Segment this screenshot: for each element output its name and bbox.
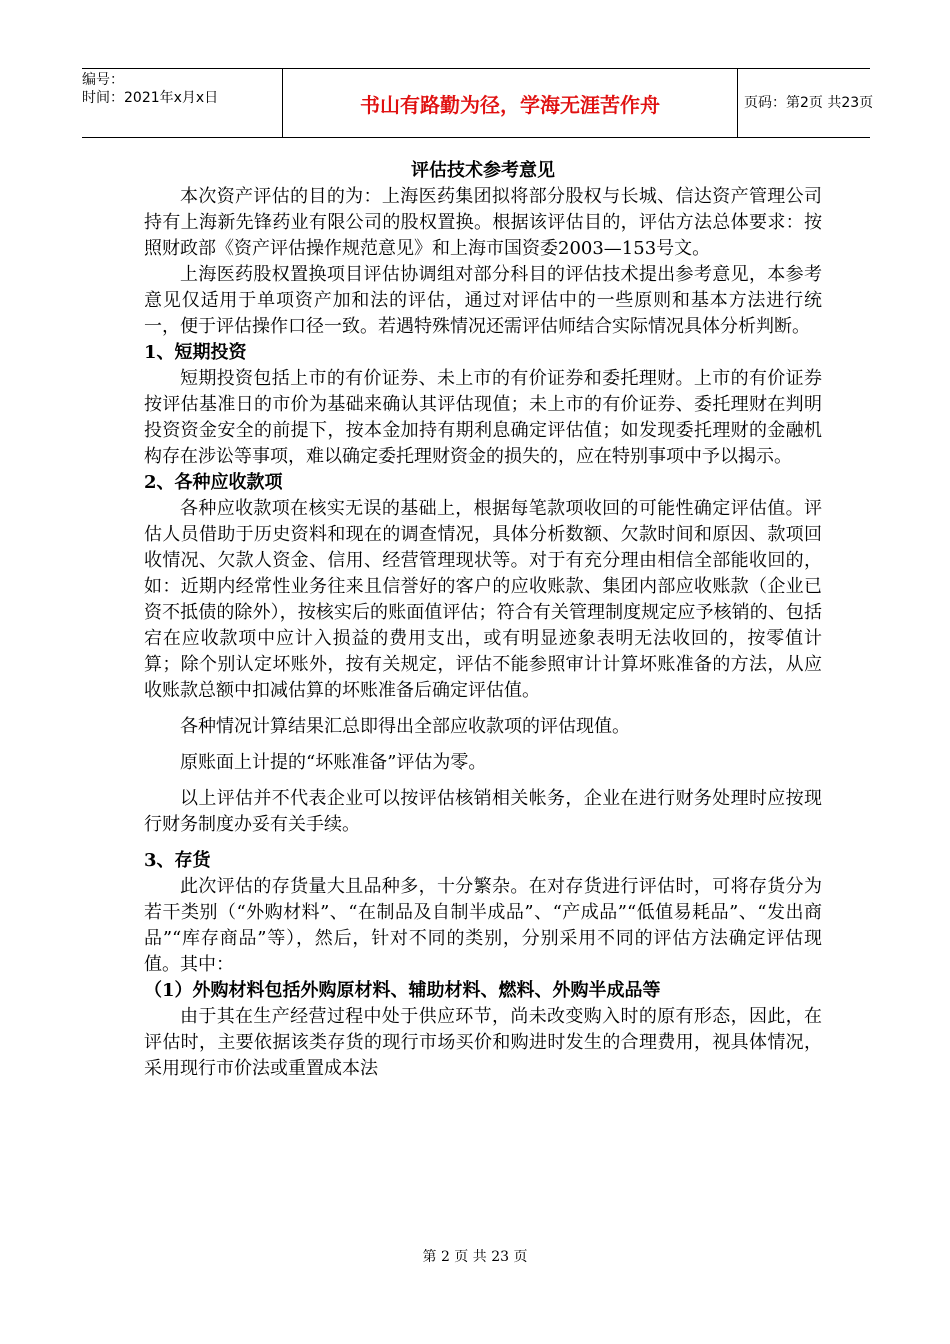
bad-debt-note: 原账面上计提的“坏账准备”评估为零。 [180, 752, 487, 773]
document-body [144, 158, 822, 1082]
header-motto: 书山有路勤为径，学海无涯苦作舟 [282, 69, 738, 137]
receivables-paragraph: 各种应收款项在核实无误的基础上，根据每笔款项收回的可能性确定评估值。评估人员借助于历史资料和现在的调查情况，具体分析数额、欠款时间和原因、款项回收情况、欠款人资金、信用、经营管理现状等。对于有充分理由相信全部能收回的，如：近期内经常性业务往来且信誉好的客户的应收账款、集团内部应收账款（企业已资不抵债的除外），按核实后的账面值评估；符合有关管理制度规定应予核销的、包括宕在应收款项中应计入损益的费用支出，或有明显迹象表明无法收回的，按零值计算；除个别认定坏账外，按有关规定，评估不能参照审计计算坏账准备的方法，从应收账款总额中扣减估算的坏账准备后确定评估值。 [144, 498, 822, 701]
accounting-note: 以上评估并不代表企业可以按评估核销相关帐务，企业在进行财务处理时应按现行财务制度办妥有关手续。 [144, 788, 822, 835]
section-heading-short-term-investment: 1、短期投资 [144, 342, 247, 363]
page-footer: 第 2 页 共 23 页 [422, 1249, 528, 1265]
inventory-paragraph: 此次评估的存货量大且品种多，十分繁杂。在对存货进行评估时，可将存货分为若干类别（“外购材料”、“在制品及自制半成品”、“产成品”“低值易耗品”、“发出商品”“库存商品”等），然后，针对不同的类别，分别采用不同的评估方法确定评估现值。其中： [144, 876, 822, 975]
short-term-investment-paragraph: 短期投资包括上市的有价证券、未上市的有价证券和委托理财。上市的有价证券按评估基准日的市价为基础来确认其评估现值；未上市的有价证券、委托理财在判明投资资金安全的前提下，按本金加持有期利息确定评估值；如发现委托理财的金融机构存在涉讼等事项，难以确定委托理财资金的损失的，应在特别事项中予以揭示。 [144, 368, 822, 467]
page-header [82, 68, 874, 138]
document-time-label: 时间：2021年x月x日 [82, 90, 219, 106]
intro-paragraph-1: 本次资产评估的目的为：上海医药集团拟将部分股权与长城、信达资产管理公司持有上海新先锋药业有限公司的股权置换。根据该评估目的，评估方法总体要求：按照财政部《资产评估操作规范意见》和上海市国资委2003—153号文。 [144, 186, 822, 259]
intro-paragraph-2: 上海医药股权置换项目评估协调组对部分科目的评估技术提出参考意见，本参考意见仅适用于单项资产加和法的评估，通过对评估中的一些原则和基本方法进行统一，便于评估操作口径一致。若遇特殊情况还需评估师结合实际情况具体分析判断。 [144, 264, 822, 337]
header-page-info: 页码：第2页 共23页 [744, 95, 874, 111]
document-title: 评估技术参考意见 [411, 160, 555, 181]
inventory-sub-paragraph: 由于其在生产经营过程中处于供应环节，尚未改变购入时的原有形态，因此，在评估时，主要依据该类存货的现行市场买价和购进时发生的合理费用，视具体情况，采用现行市价法或重置成本法 [144, 1006, 822, 1079]
document-number-label: 编号： [82, 72, 124, 88]
header-meta [82, 69, 282, 137]
section-heading-inventory: 3、存货 [144, 850, 211, 871]
receivables-summary: 各种情况计算结果汇总即得出全部应收款项的评估现值。 [180, 716, 630, 737]
section-heading-receivables: 2、各种应收款项 [144, 472, 283, 493]
inventory-sub-heading: （1）外购材料包括外购原材料、辅助材料、燃料、外购半成品等 [144, 980, 661, 1001]
